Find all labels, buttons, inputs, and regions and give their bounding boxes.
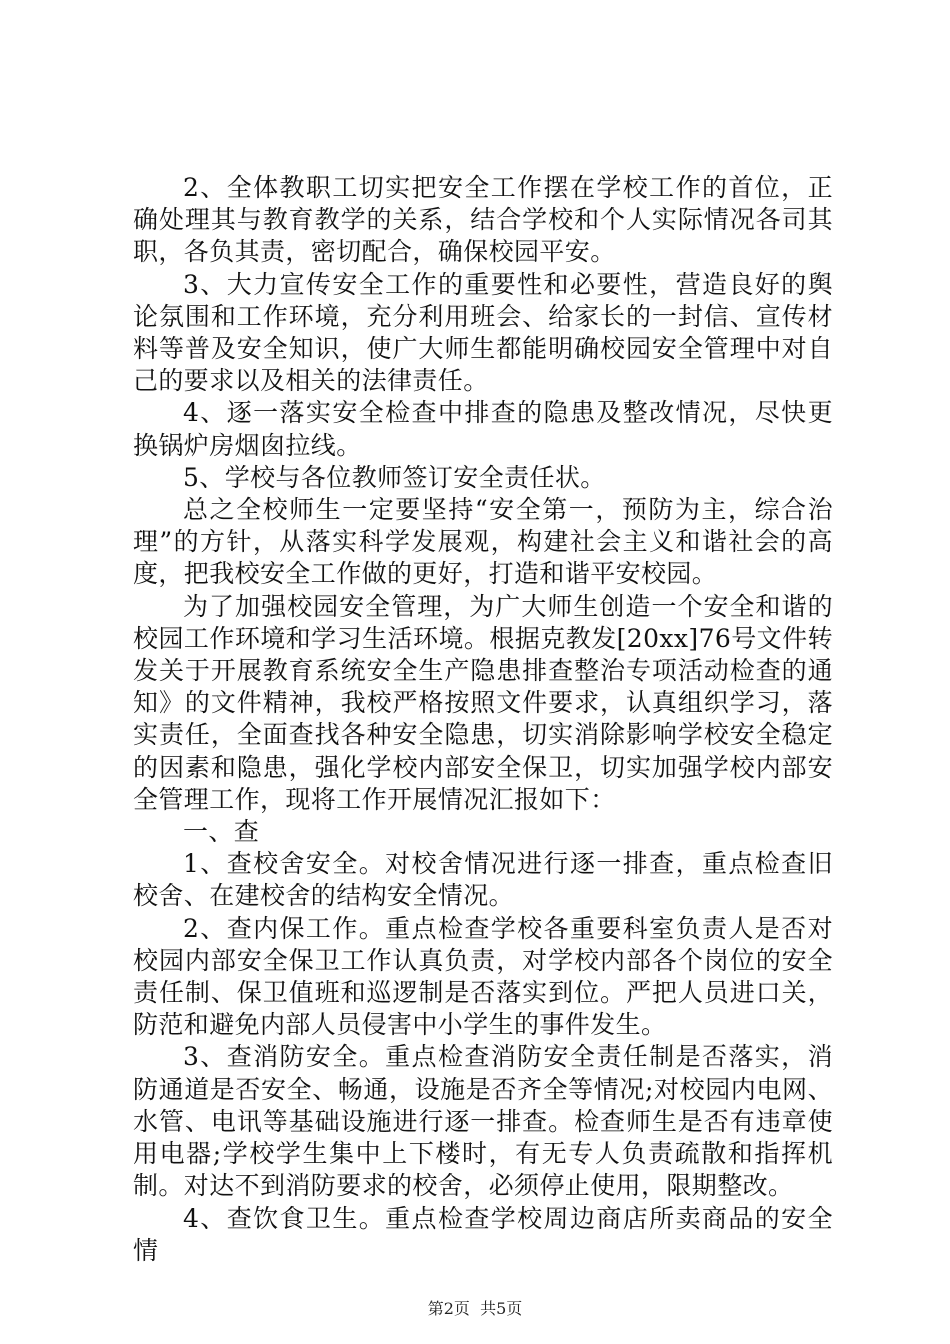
- paragraph-2: 2、全体教职工切实把安全工作摆在学校工作的首位，正确处理其与教育教学的关系，结合学校和个人实际情况各司其职，各负其责，密切配合，确保校园平安。: [133, 173, 833, 267]
- paragraph-4: 4、逐一落实安全检查中排查的隐患及整改情况，尽快更换锅炉房烟囱拉线。: [133, 398, 833, 460]
- paragraph-check-3: 3、查消防安全。重点检查消防安全责任制是否落实，消防通道是否安全、畅通，设施是否齐全等情况;对校园内电网、水管、电讯等基础设施进行逐一排查。检查师生是否有违章使用电器;学校学生集中上下楼时，有无专人负责疏散和指挥机制。对达不到消防要求的校舍，必须停止使用，限期整改。: [133, 1042, 833, 1201]
- paragraph-summary: 总之全校师生一定要坚持“安全第一，预防为主，综合治理”的方针，从落实科学发展观，构建社会主义和谐社会的高度，把我校安全工作做的更好，打造和谐平安校园。: [133, 495, 833, 589]
- page-number-label: 第2页 共5页: [427, 1299, 523, 1318]
- document-body: [133, 172, 833, 1267]
- paragraph-intro: 为了加强校园安全管理，为广大师生创造一个安全和谐的校园工作环境和学习生活环境。根据克教发[20xx]76号文件转发关于开展教育系统安全生产隐患排查整治专项活动检查的通知》的文件精神，我校严格按照文件要求，认真组织学习，落实责任，全面查找各种安全隐患，切实消除影响学校安全稳定的因素和隐患，强化学校内部安全保卫，切实加强学校内部安全管理工作，现将工作开展情况汇报如下：: [133, 591, 833, 814]
- paragraph-3: 3、大力宣传安全工作的重要性和必要性，营造良好的舆论氛围和工作环境，充分利用班会、给家长的一封信、宣传材料等普及安全知识，使广大师生都能明确校园安全管理中对自己的要求以及相关的法律责任。: [133, 269, 833, 396]
- page-footer: [0, 1296, 950, 1319]
- paragraph-5: 5、学校与各位教师签订安全责任状。: [183, 462, 606, 492]
- paragraph-check-1: 1、查校舍安全。对校舍情况进行逐一排查，重点检查旧校舍、在建校舍的结构安全情况。: [133, 849, 833, 911]
- paragraph-check-2: 2、查内保工作。重点检查学校各重要科室负责人是否对校园内部安全保卫工作认真负责，对学校内部各个岗位的安全责任制、保卫值班和巡逻制是否落实到位。严把人员进口关，防范和避免内部人员侵害中小学生的事件发生。: [133, 913, 833, 1040]
- section-heading-check: 一、查: [183, 817, 260, 847]
- paragraph-check-4: 4、查饮食卫生。重点检查学校周边商店所卖商品的安全情: [133, 1203, 833, 1265]
